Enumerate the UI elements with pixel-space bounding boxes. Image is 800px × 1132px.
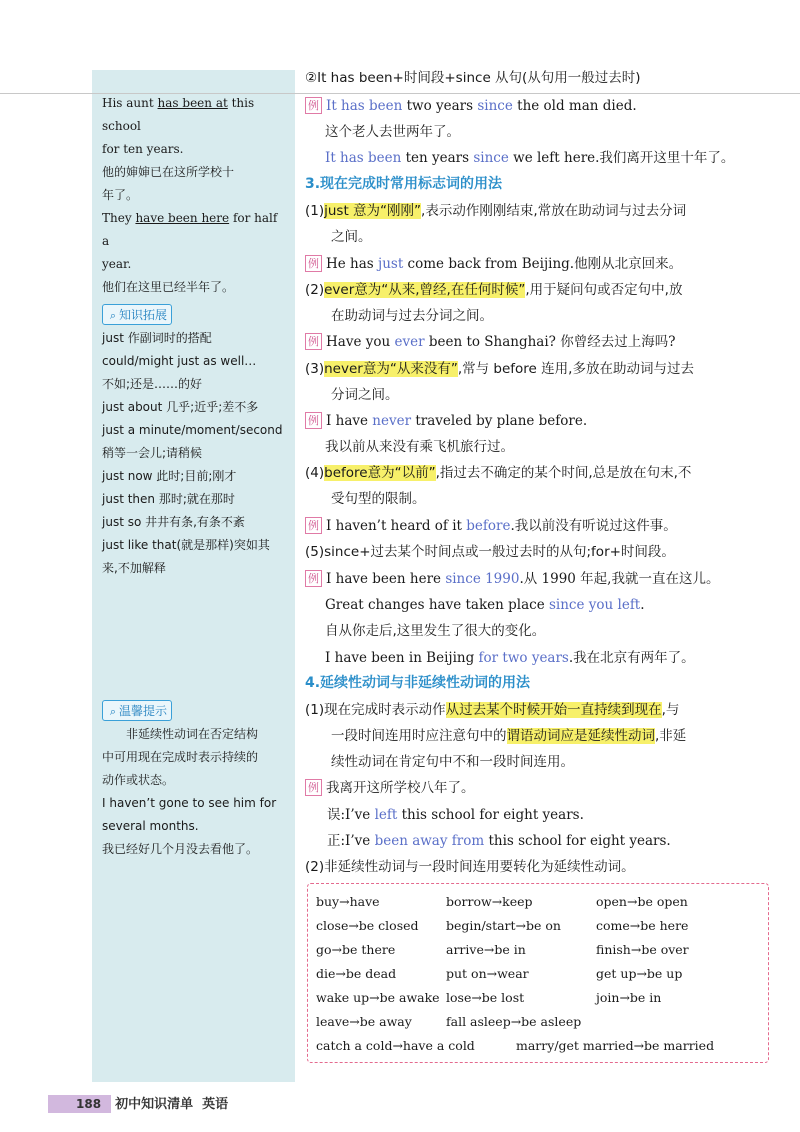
rule-since-for: (5)since+过去某个时间点或一般过去时的从句;for+时间段。 <box>305 544 675 560</box>
table-cell: close→be closed <box>316 918 419 933</box>
verb-conversion-table <box>307 883 769 1063</box>
rule-convert: (2)非延续性动词与一段时间连用要转化为延续性动词。 <box>305 859 635 875</box>
table-cell: catch a cold→have a cold <box>316 1038 475 1053</box>
subject-label: 英语 <box>202 1097 229 1112</box>
rule-never: (3)never意为“从来没有”,常与 before 连用,多放在助动词与过去 <box>305 361 694 377</box>
table-cell: come→be here <box>596 918 689 933</box>
rule-just: (1)just 意为“刚刚”,表示动作刚刚结束,常放在助动词与过去分词 <box>305 203 687 219</box>
example-line: 例 Have you ever been to Shanghai? 你曾经去过上海吗? <box>305 332 675 352</box>
rule-continuous-cont2: 续性动词在肯定句中不和一段时间连用。 <box>331 754 574 770</box>
page-footer <box>48 1093 308 1113</box>
top-rule <box>0 93 800 94</box>
knowledge-expand-section: ⌕ 知识拓展 just 作副词时的搭配 could/might just as well… 不如;还是……的好 just about 几乎;近乎;差不多 just a minute/moment/second 稍等一会儿;请稍候 just now 此时;目前;刚才 just then 那时;就在那时 just so 井井有条,有条不紊 just like that(就是那样)突如其 来,不加解释 <box>102 304 287 580</box>
table-cell: marry/get married→be married <box>516 1038 715 1053</box>
example-line: 例 I have never traveled by plane before. <box>305 411 587 431</box>
table-cell: open→be open <box>596 894 688 909</box>
rule-never-cont: 分词之间。 <box>331 387 399 403</box>
magnifier-icon: ⌕ <box>109 705 117 718</box>
example-translation: 这个老人去世两年了。 <box>325 124 460 140</box>
book-title: 初中知识清单 <box>115 1097 194 1112</box>
table-cell: borrow→keep <box>446 894 533 909</box>
example-translation: 自从你走后,这里发生了很大的变化。 <box>325 623 546 639</box>
table-cell: finish→be over <box>596 942 689 957</box>
warm-tip-section: ⌕ 温馨提示 非延续性动词在否定结构 中可用现在完成时表示持续的 动作或状态。 I haven’t gone to see him for several months. 我已经好几个月没去看他了。 <box>102 700 287 861</box>
example-line: It has been ten years since we left here.我们离开这里十年了。 <box>325 150 735 166</box>
rule-before: (4)before意为“以前”,指过去不确定的某个时间,总是放在句末,不 <box>305 465 692 481</box>
rule-before-cont: 受句型的限制。 <box>331 491 426 507</box>
example-line: 例 I have been here since 1990.从 1990 年起,我就一直在这儿。 <box>305 569 719 589</box>
example-line: I have been in Beijing for two years.我在北京有两年了。 <box>325 650 695 666</box>
section-heading-4: 4.延续性动词与非延续性动词的用法 <box>305 675 531 691</box>
magnifier-icon: ⌕ <box>109 309 117 322</box>
rule-just-cont: 之间。 <box>331 229 372 245</box>
knowledge-expand-tag: ⌕ 知识拓展 <box>102 304 172 325</box>
table-cell: leave→be away <box>316 1014 412 1029</box>
rule-continuous: (1)现在完成时表示动作从过去某个时候开始一直持续到现在,与 <box>305 702 680 718</box>
correct-example: 正:I’ve been away from this school for eight years. <box>327 833 671 849</box>
rule-continuous-cont: 一段时间连用时应注意句中的谓语动词应是延续性动词,非延 <box>331 728 687 744</box>
page-number: 188 <box>48 1095 111 1113</box>
warm-tip-tag: ⌕ 温馨提示 <box>102 700 172 721</box>
pattern-line: ②It has been+时间段+since 从句(从句用一般过去时) <box>305 70 641 86</box>
example-translation: 我以前从来没有乘飞机旅行过。 <box>325 439 514 455</box>
example-line: 例 It has been two years since the old man died. <box>305 96 637 116</box>
table-cell: join→be in <box>596 990 662 1005</box>
table-cell: lose→be lost <box>446 990 525 1005</box>
table-cell: fall asleep→be asleep <box>446 1014 582 1029</box>
table-cell: go→be there <box>316 942 396 957</box>
side-notes-panel <box>92 70 295 1082</box>
example-line: Great changes have taken place since you left. <box>325 597 645 613</box>
table-cell: put on→wear <box>446 966 529 981</box>
example-line: 例 He has just come back from Beijing.他刚从北京回来。 <box>305 254 682 274</box>
section-heading-3: 3.现在完成时常用标志词的用法 <box>305 176 503 192</box>
side-example-1: His aunt has been at this school for ten years. 他的婶婶已在这所学校十 年了。 They have been here for half a year. 他们在这里已经半年了。 <box>102 96 278 294</box>
table-cell: buy→have <box>316 894 380 909</box>
table-cell: begin/start→be on <box>446 918 561 933</box>
table-cell: arrive→be in <box>446 942 526 957</box>
table-cell: get up→be up <box>596 966 683 981</box>
rule-ever-cont: 在助动词与过去分词之间。 <box>331 308 493 324</box>
example-line: 例 我离开这所学校八年了。 <box>305 778 475 798</box>
rule-ever: (2)ever意为“从来,曾经,在任何时候”,用于疑问句或否定句中,放 <box>305 282 683 298</box>
table-cell: wake up→be awake <box>316 990 440 1005</box>
example-line: 例 I haven’t heard of it before.我以前没有听说过这件事。 <box>305 516 677 536</box>
table-cell: die→be dead <box>316 966 397 981</box>
wrong-example: 误:I’ve left this school for eight years. <box>327 807 584 823</box>
